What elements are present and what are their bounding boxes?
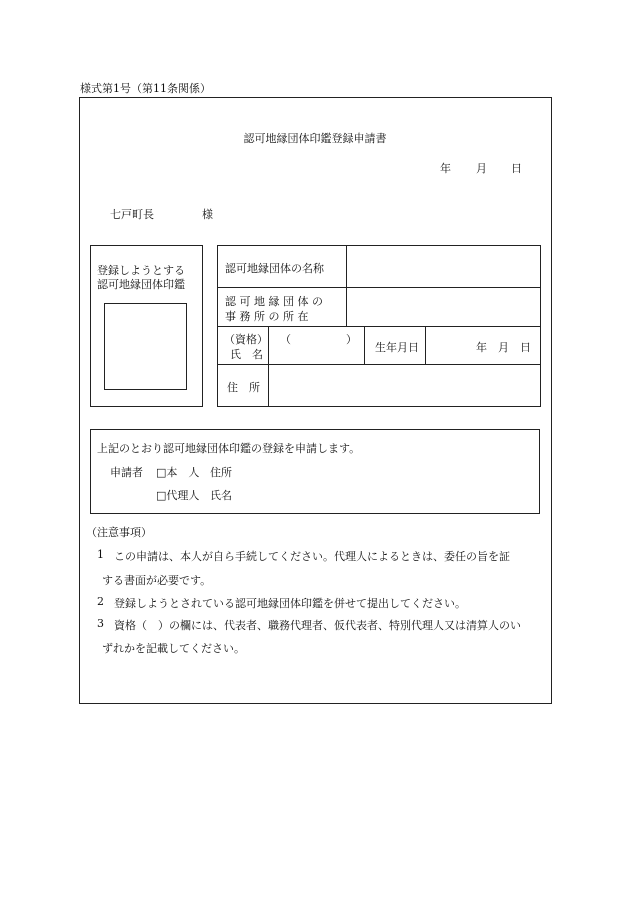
note-number: 1: [97, 548, 104, 561]
note-text: この申請は、本人が自ら手続してください。代理人によるときは、委任の旨を証: [114, 550, 510, 563]
self-checkbox[interactable]: □本 人: [156, 466, 200, 479]
table-divider: [364, 326, 365, 364]
address-label: 住 所: [227, 381, 260, 394]
application-statement: 上記のとおり認可地縁団体印鑑の登録を申請します。: [97, 442, 361, 455]
addressee-name: 七戸町長: [110, 208, 154, 221]
seal-label-line2: 認可地縁団体印鑑: [97, 278, 185, 291]
seal-label-line1: 登録しようとする: [97, 264, 185, 277]
table-divider: [217, 326, 541, 327]
birthdate-label: 生年月日: [375, 341, 419, 354]
person-name-label: 氏 名: [230, 348, 263, 361]
notes-heading: （注意事項）: [86, 526, 152, 539]
birthdate-field[interactable]: 年 月 日: [476, 341, 531, 354]
addressee-honorific: 様: [202, 208, 213, 221]
qualification-label: （資格）: [224, 333, 268, 346]
table-divider: [425, 326, 426, 364]
address-field[interactable]: [272, 368, 536, 404]
org-name-label: 認可地縁団体の名称: [225, 262, 324, 275]
applicant-label: 申請者: [110, 466, 143, 479]
proxy-checkbox[interactable]: □代理人: [156, 489, 200, 502]
table-divider: [268, 326, 269, 407]
note-number: 3: [97, 617, 104, 630]
page-title: 認可地縁団体印鑑登録申請書: [243, 132, 387, 145]
note-text: 資格（ ）の欄には、代表者、職務代理者、仮代表者、特別代理人又は清算人のい: [114, 619, 521, 632]
qualification-field[interactable]: （ ）: [280, 333, 357, 346]
date-day-label: 日: [511, 162, 522, 175]
applicant-address-label: 住所: [210, 466, 232, 479]
office-label-line1: 認 可 地 縁 団 体 の: [225, 295, 323, 308]
table-divider: [217, 364, 541, 365]
org-name-field[interactable]: [350, 250, 536, 284]
note-text: 登録しようとされている認可地縁団体印鑑を併せて提出してください。: [114, 597, 466, 610]
date-year-label: 年: [440, 162, 451, 175]
note-number: 2: [97, 595, 104, 608]
applicant-name-label: 氏名: [210, 489, 232, 502]
office-address-field[interactable]: [350, 291, 536, 323]
note-text: ずれかを記載してください。: [102, 642, 245, 655]
date-month-label: 月: [476, 162, 487, 175]
form-number: 様式第1号（第11条関係）: [80, 82, 211, 95]
office-label-line2: 事 務 所 の 所 在: [225, 310, 309, 323]
table-divider: [217, 287, 541, 288]
note-text: する書面が必要です。: [102, 574, 212, 587]
table-divider: [346, 245, 347, 327]
seal-imprint-box[interactable]: [104, 303, 187, 390]
